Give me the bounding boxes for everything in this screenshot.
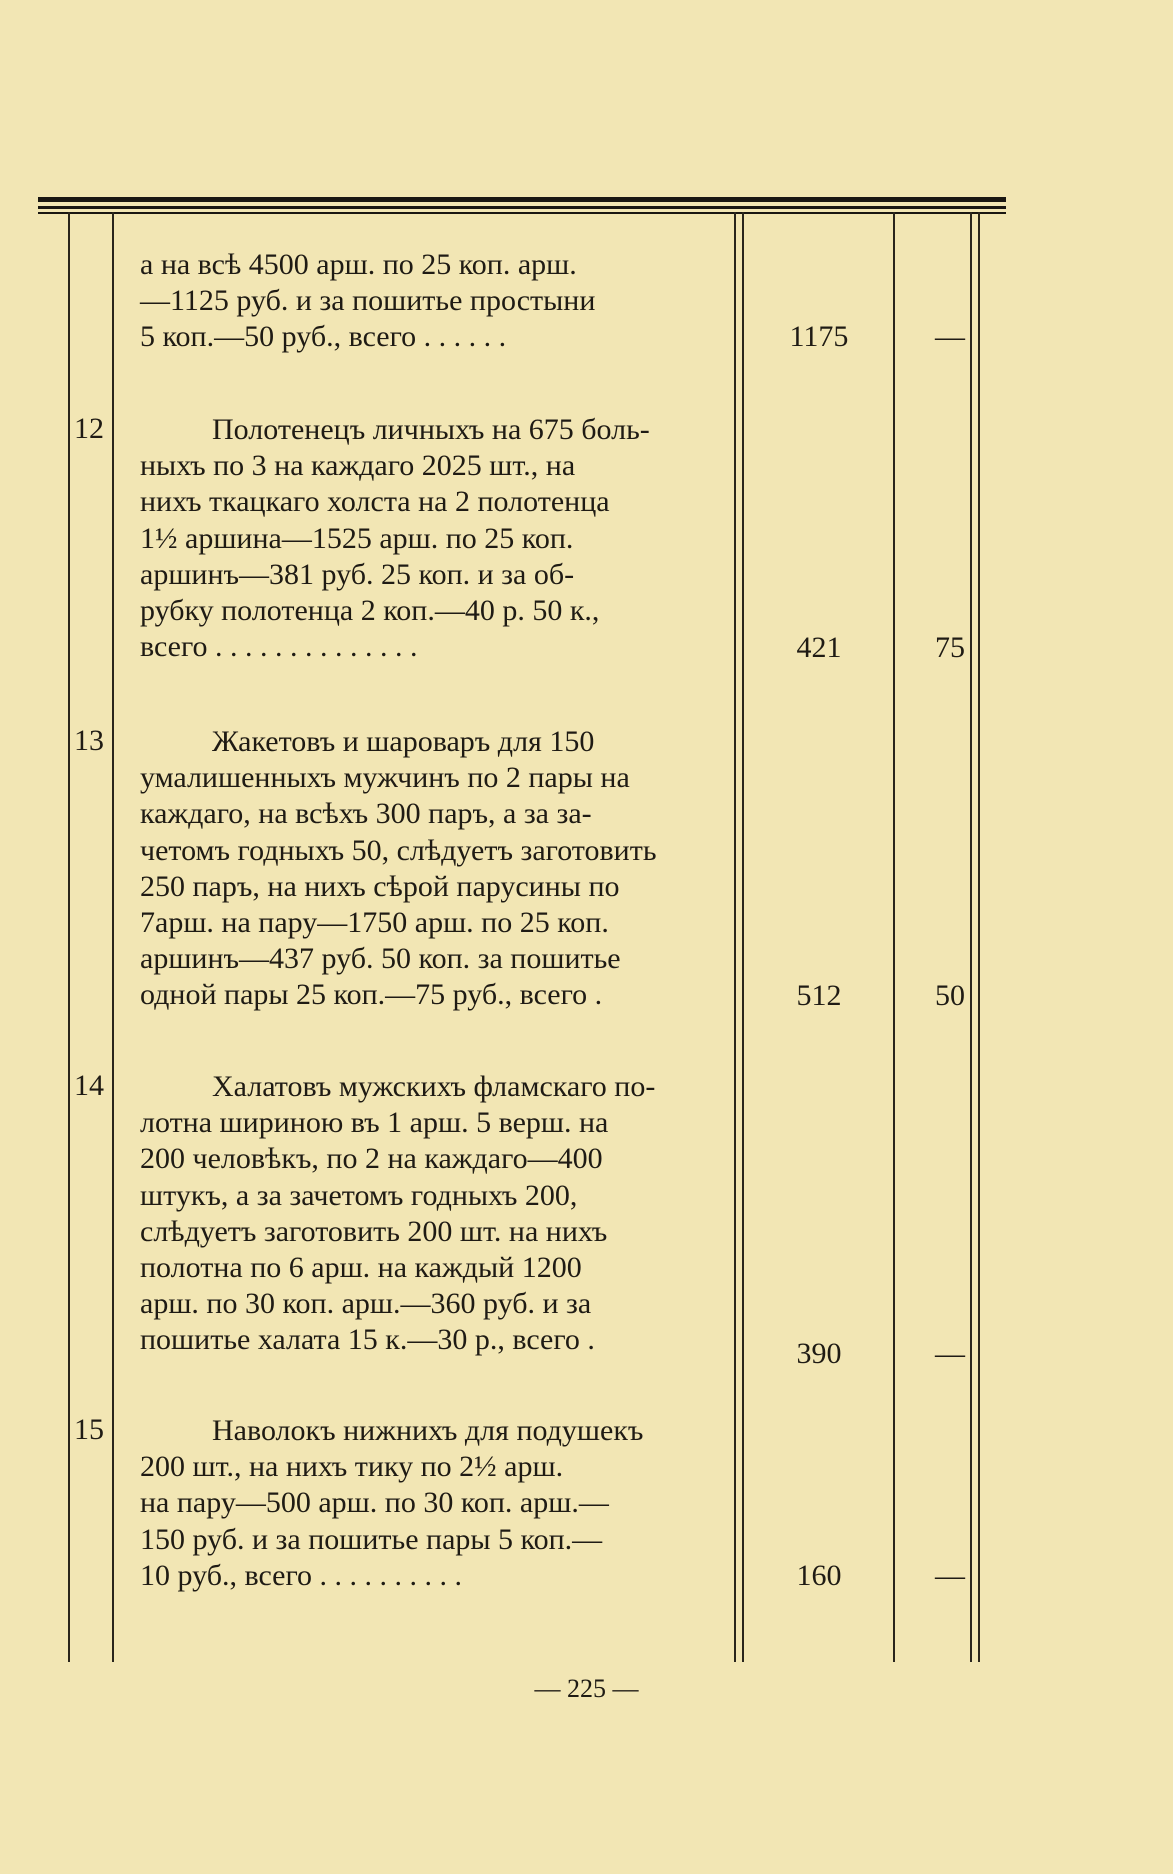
column-divider xyxy=(978,212,980,1662)
text-line: Полотенецъ личныхъ на 675 боль- xyxy=(212,413,650,446)
rubles-value: 512 xyxy=(796,979,842,1012)
top-rule xyxy=(38,212,1006,214)
column-divider xyxy=(970,212,972,1662)
page-number: — 225 — xyxy=(534,1674,639,1703)
text-line: 7арш. на пару—1750 арш. по 25 коп. xyxy=(140,906,609,940)
text-line: Халатовъ мужскихъ фламскаго по- xyxy=(212,1070,656,1103)
entry-text xyxy=(140,1413,722,1594)
kopecks-value: — xyxy=(935,1559,965,1592)
kopecks-value: — xyxy=(935,320,965,353)
top-rule xyxy=(38,197,1006,202)
column-divider xyxy=(893,212,895,1662)
kopecks-value: — xyxy=(935,1337,965,1370)
text-line: арш. по 30 коп. арш.—360 руб. и за xyxy=(140,1287,592,1321)
text-line: умалишенныхъ мужчинъ по 2 пары на xyxy=(140,761,630,795)
text-line: слѣдуетъ заготовить 200 шт. на нихъ xyxy=(140,1214,608,1248)
entry-text xyxy=(140,1069,722,1359)
text-line: пошитье халата 15 к.—30 р., всего . xyxy=(140,1323,595,1357)
column-divider xyxy=(742,212,744,1662)
rubles-value: 390 xyxy=(796,1337,842,1370)
text-line: Наволокъ нижнихъ для подушекъ xyxy=(212,1414,644,1447)
text-line: 200 шт., на нихъ тику по 2½ арш. xyxy=(140,1450,564,1484)
text-line: 5 коп.—50 руб., всего . . . . . . xyxy=(140,320,507,354)
text-line: лотна шириною въ 1 арш. 5 верш. на xyxy=(140,1106,609,1140)
text-line: одной пары 25 коп.—75 руб., всего . xyxy=(140,978,603,1012)
text-line: ныхъ по 3 на каждаго 2025 шт., на xyxy=(140,449,576,483)
text-line: штукъ, а за зачетомъ годныхъ 200, xyxy=(140,1178,578,1212)
text-line: аршинъ—381 руб. 25 коп. и за об- xyxy=(140,557,575,591)
rubles-value: 1175 xyxy=(789,320,849,353)
text-line: 150 руб. и за пошитье пары 5 коп.— xyxy=(140,1522,603,1556)
item-number: 14 xyxy=(74,1069,104,1102)
rubles-value: 160 xyxy=(796,1559,842,1592)
entry-text xyxy=(140,724,722,1014)
text-line: а на всѣ 4500 арш. по 25 коп. арш. xyxy=(140,248,577,281)
text-line: 250 паръ, на нихъ сѣрой парусины по xyxy=(140,869,620,903)
item-number: 12 xyxy=(74,412,104,445)
text-line: —1125 руб. и за пошитье простыни xyxy=(140,284,596,318)
entry-text xyxy=(140,412,722,665)
entry-text xyxy=(140,247,722,356)
rubles-value: 421 xyxy=(796,631,842,664)
item-number: 13 xyxy=(74,724,104,757)
text-line: четомъ годныхъ 50, слѣдуетъ заготовить xyxy=(140,833,657,867)
kopecks-value: 75 xyxy=(935,631,965,664)
text-line: рубку полотенца 2 коп.—40 р. 50 к., xyxy=(140,594,600,628)
column-divider xyxy=(734,212,736,1662)
text-line: каждаго, на всѣхъ 300 паръ, а за за- xyxy=(140,797,592,831)
item-number: 15 xyxy=(74,1413,104,1446)
column-divider xyxy=(68,212,70,1662)
kopecks-value: 50 xyxy=(935,979,965,1012)
text-line: на пару—500 арш. по 30 коп. арш.— xyxy=(140,1486,609,1520)
text-line: полотна по 6 арш. на каждый 1200 xyxy=(140,1251,582,1285)
text-line: 10 руб., всего . . . . . . . . . . xyxy=(140,1558,463,1592)
text-line: Жакетовъ и шароваръ для 150 xyxy=(212,725,595,758)
text-line: 200 человѣкъ, по 2 на каждаго—400 xyxy=(140,1142,603,1176)
text-line: аршинъ—437 руб. 50 коп. за пошитье xyxy=(140,942,621,976)
text-line: нихъ ткацкаго холста на 2 полотенца xyxy=(140,485,610,519)
text-line: всего . . . . . . . . . . . . . . xyxy=(140,630,418,664)
top-rule xyxy=(38,206,1006,209)
text-line: 1½ аршина—1525 арш. по 25 коп. xyxy=(140,521,574,555)
